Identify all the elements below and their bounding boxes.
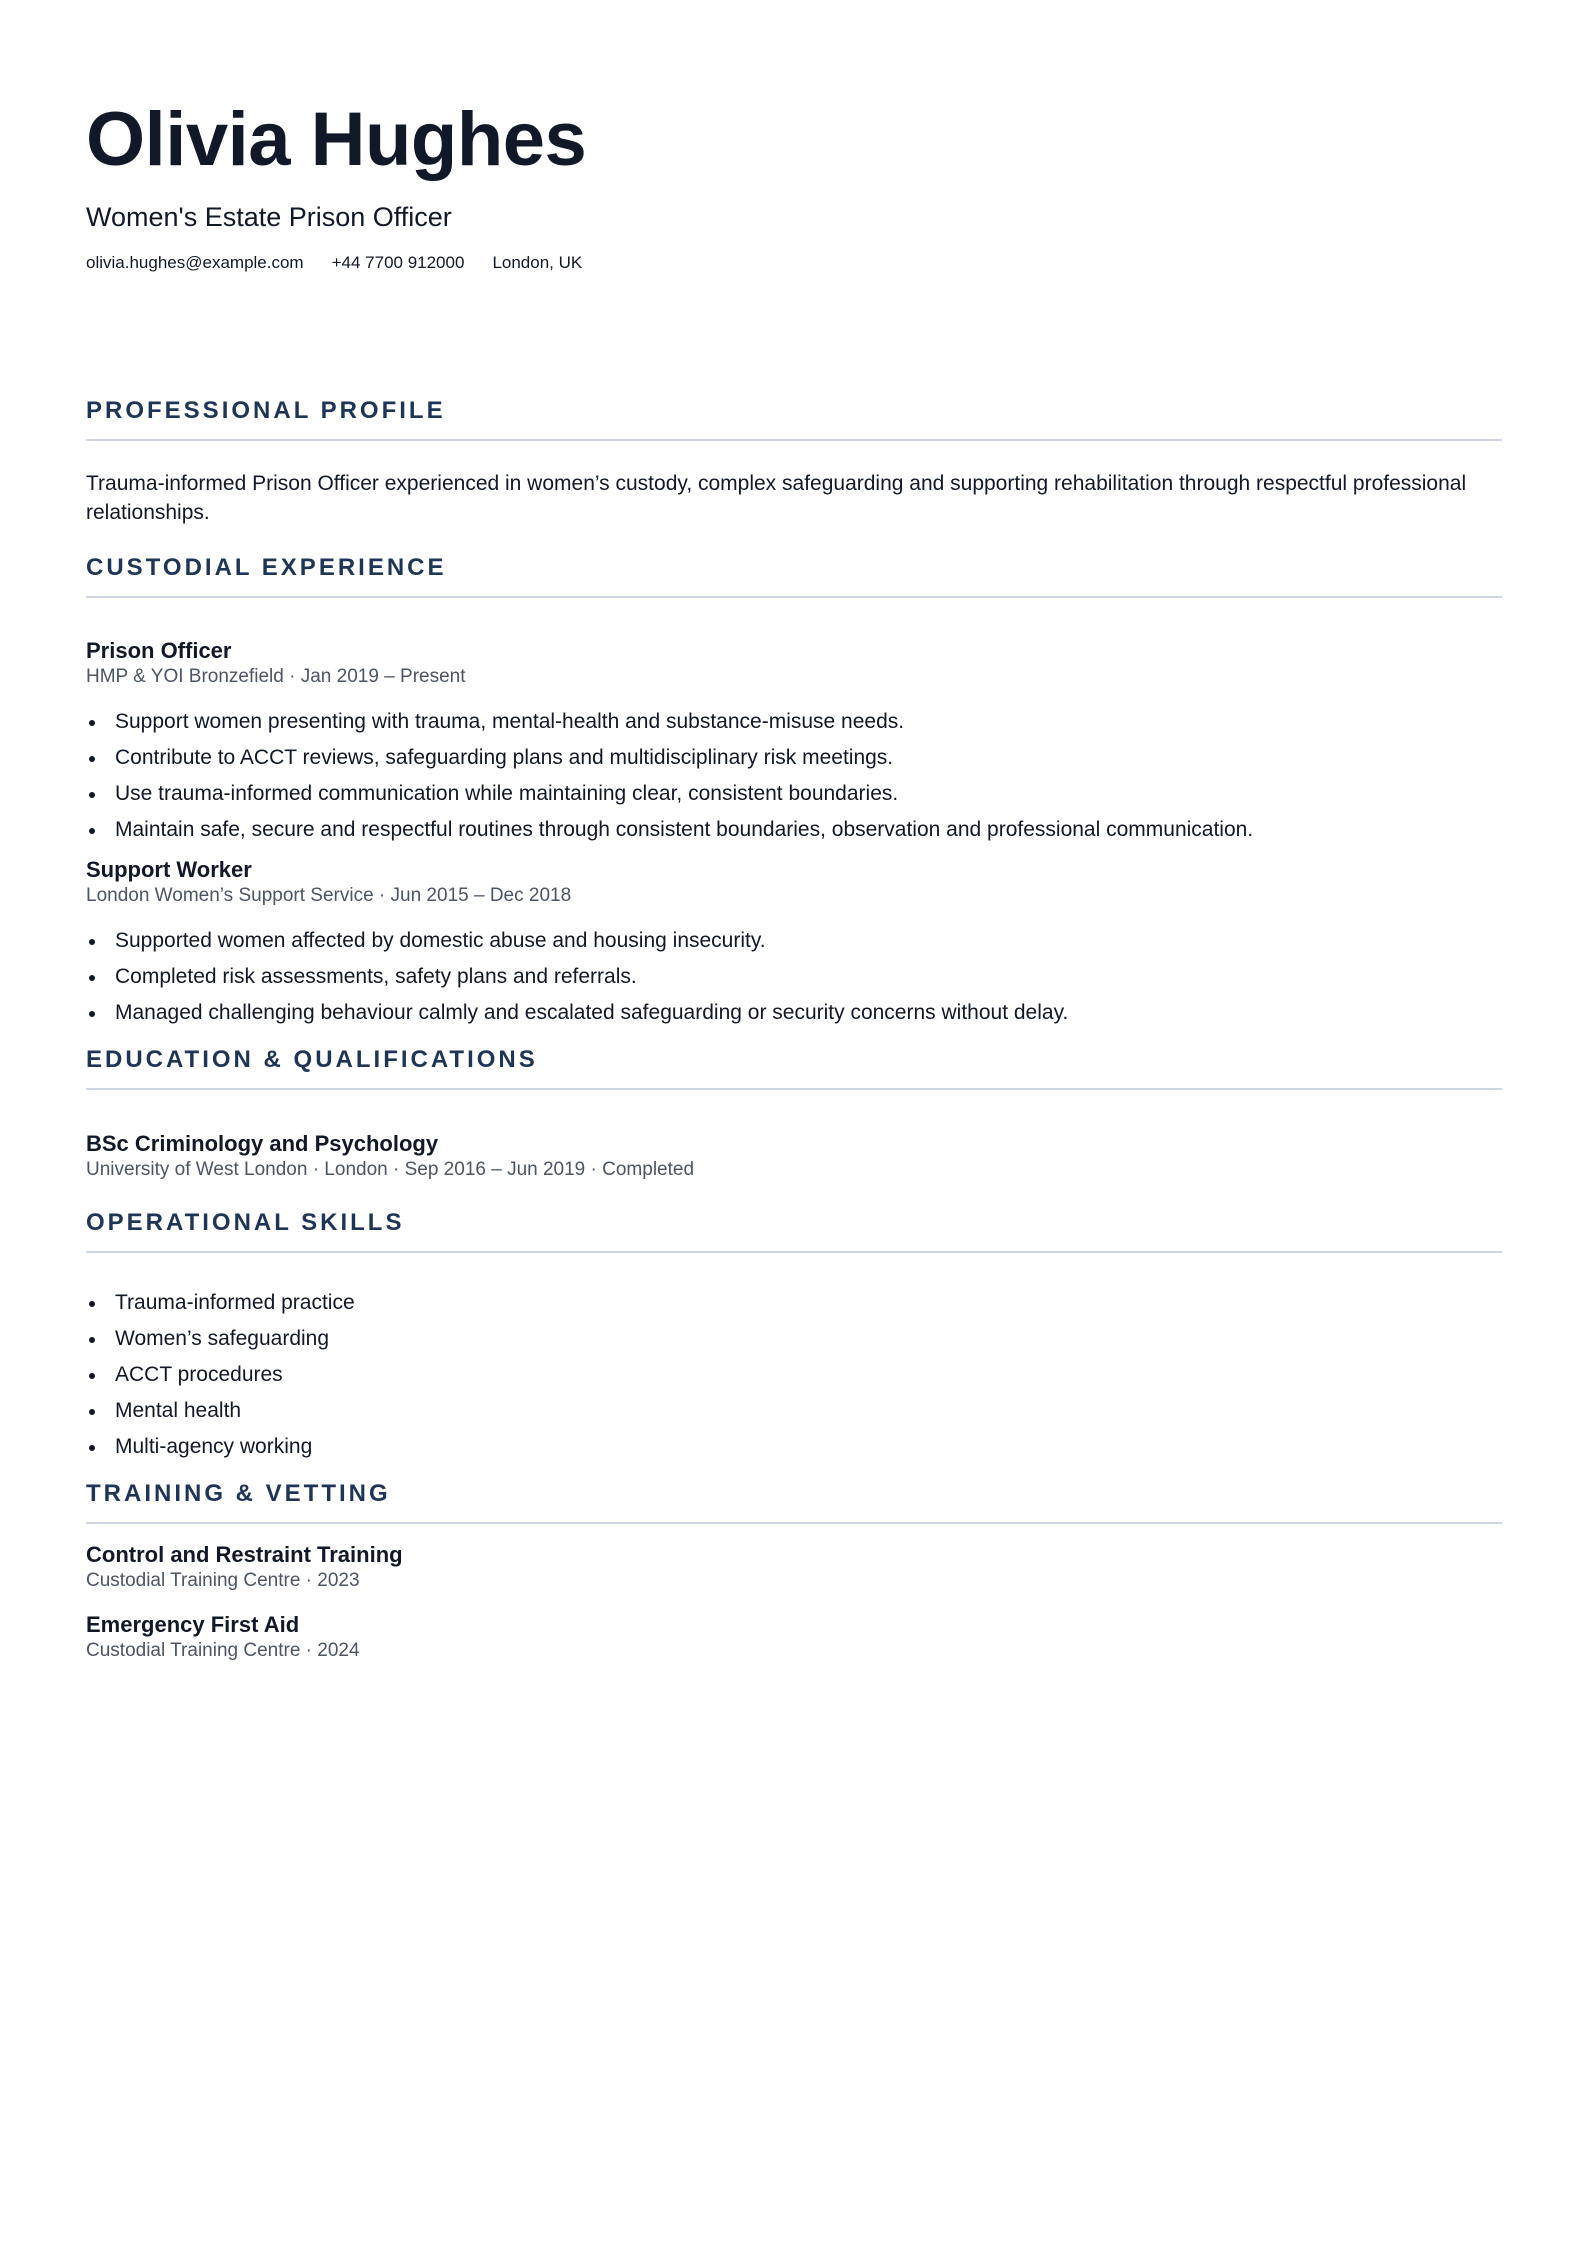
training-title: Emergency First Aid: [86, 1612, 300, 1637]
skills-heading: OPERATIONAL SKILLS: [86, 1208, 1502, 1253]
candidate-role: Women's Estate Prison Officer: [86, 202, 452, 232]
job-bullet: Completed risk assessments, safety plans and referrals.: [115, 963, 1502, 991]
job-meta: London Women’s Support Service · Jun 2015 – Dec 2018: [86, 885, 572, 906]
degree-title: BSc Criminology and Psychology: [86, 1131, 439, 1156]
job-bullet: Use trauma-informed communication while maintaining clear, consistent boundaries.: [115, 780, 1502, 808]
experience-section: [86, 553, 1502, 1027]
skill-item: Mental health: [115, 1397, 1502, 1425]
job-title: Prison Officer: [86, 638, 232, 663]
skill-item: Women’s safeguarding: [115, 1325, 1502, 1353]
education-heading: EDUCATION & QUALIFICATIONS: [86, 1045, 1502, 1090]
skill-item: Trauma-informed practice: [115, 1289, 1502, 1317]
resume-header: [86, 96, 1502, 274]
training-entry: [86, 1611, 1502, 1663]
profile-section: [86, 396, 1502, 527]
job-bullet: Maintain safe, secure and respectful routines through consistent boundaries, observation and professional communication.: [115, 816, 1502, 844]
education-entry: [86, 1130, 1502, 1182]
degree-meta: University of West London · London · Sep 2016 – Jun 2019 · Completed: [86, 1159, 695, 1180]
job-bullet: Contribute to ACCT reviews, safeguarding plans and multidisciplinary risk meetings.: [115, 744, 1502, 772]
skills-list: [86, 1289, 1502, 1461]
skill-item: Multi-agency working: [115, 1433, 1502, 1461]
job-title: Support Worker: [86, 857, 252, 882]
job-bullet: Supported women affected by domestic abuse and housing insecurity.: [115, 927, 1502, 955]
job-bullets: [86, 708, 1502, 844]
training-title: Control and Restraint Training: [86, 1542, 403, 1567]
job-entry: [86, 856, 1502, 1027]
profile-text: Trauma-informed Prison Officer experienced in women’s custody, complex safeguarding and supporting rehabilitation through respectful professional relationships.: [86, 472, 1467, 524]
contact-email: olivia.hughes@example.com: [86, 253, 304, 272]
contact-phone: +44 7700 912000: [331, 253, 465, 272]
job-entry: [86, 637, 1502, 844]
job-meta: HMP & YOI Bronzefield · Jan 2019 – Present: [86, 666, 466, 687]
education-section: [86, 1045, 1502, 1182]
job-bullet: Support women presenting with trauma, mental-health and substance-misuse needs.: [115, 708, 1502, 736]
job-bullet: Managed challenging behaviour calmly and escalated safeguarding or security concerns without delay.: [115, 999, 1502, 1027]
training-meta: Custodial Training Centre · 2023: [86, 1570, 360, 1591]
contact-location: London, UK: [492, 253, 583, 272]
training-meta: Custodial Training Centre · 2024: [86, 1640, 360, 1661]
skill-item: ACCT procedures: [115, 1361, 1502, 1389]
training-section: [86, 1479, 1502, 1663]
experience-heading: CUSTODIAL EXPERIENCE: [86, 553, 1502, 598]
training-heading: TRAINING & VETTING: [86, 1479, 1502, 1524]
candidate-name: Olivia Hughes: [86, 97, 587, 182]
profile-heading: PROFESSIONAL PROFILE: [86, 396, 1502, 441]
training-entry: [86, 1541, 1502, 1593]
skills-section: [86, 1208, 1502, 1461]
job-bullets: [86, 927, 1502, 1027]
contact-line: [86, 252, 1502, 274]
